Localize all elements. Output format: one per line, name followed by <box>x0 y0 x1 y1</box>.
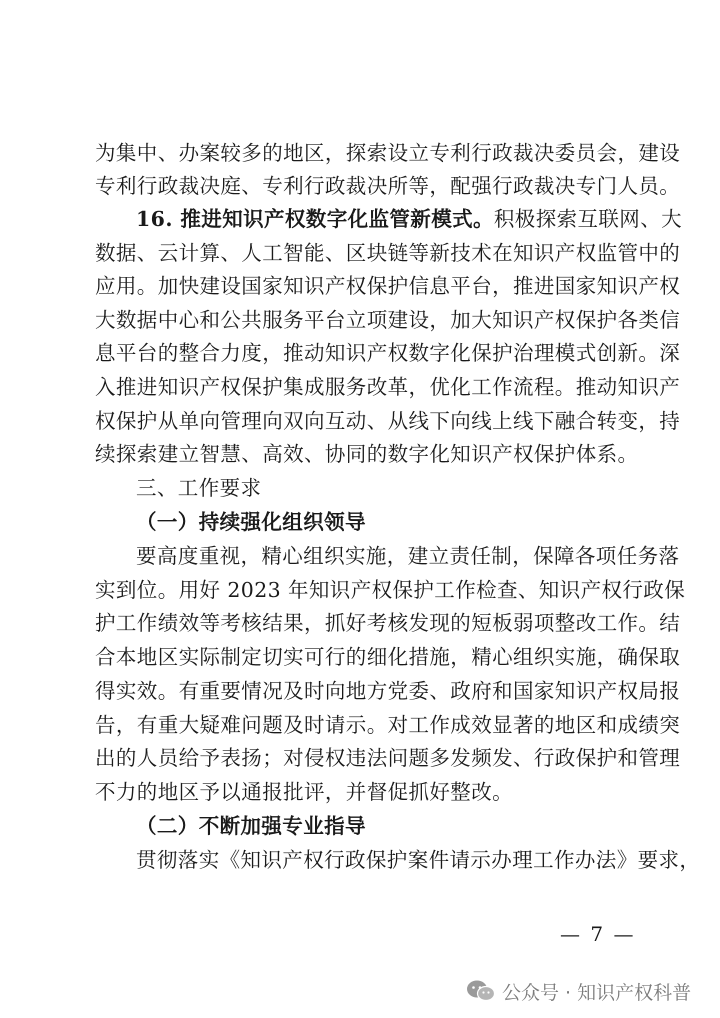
text-line-2 <box>95 172 680 200</box>
line-text: 得实效。有重要情况及时向地方党委、政府和国家知识产权局报 <box>95 679 681 703</box>
wechat-icon <box>466 979 496 1003</box>
line-text: 应用。加快建设国家知识产权保护信息平台，推进国家知识产权 <box>95 274 681 298</box>
line-text: 贯彻落实《知识产权行政保护案件请示办理工作办法》要求， <box>136 848 701 872</box>
text-line-10 <box>95 440 638 468</box>
text-line-17 <box>95 677 680 705</box>
text-line-14 <box>95 576 685 604</box>
heading-text: （一）持续强化组织领导 <box>136 510 366 534</box>
line-text: 数据、云计算、人工智能、区块链等新技术在知识产权监管中的 <box>95 241 681 265</box>
line-text: 积极探索互联网、大 <box>493 207 683 231</box>
line-text: 为集中、办案较多的地区，探索设立专利行政裁决委员会，建设 <box>95 141 681 165</box>
text-line-15 <box>95 609 680 637</box>
section-heading-16: 16. 推进知识产权数字化监管新模式。 <box>136 207 494 231</box>
line-text: 出的人员给予表扬；对侵权违法问题多发频发、行政保护和管理 <box>95 746 681 770</box>
line-text: 要高度重视，精心组织实施，建立责任制，保障各项任务落 <box>136 544 680 568</box>
line-text: 息平台的整合力度，推动知识产权数字化保护治理模式创新。深 <box>95 341 681 365</box>
text-line-8 <box>95 373 680 401</box>
line-text: 实到位。用好 2023 年知识产权保护工作检查、知识产权行政保 <box>95 578 686 602</box>
watermark <box>466 976 691 1006</box>
text-line-3 <box>136 205 682 233</box>
line-text: 不力的地区予以通报批评，并督促抓好整改。 <box>95 780 513 804</box>
line-text: 大数据中心和公共服务平台立项建设，加大知识产权保护各类信 <box>95 308 681 332</box>
line-text: 权保护从单向管理向双向互动、从线下向线上线下融合转变，持 <box>95 409 681 433</box>
subsection-heading-one <box>136 508 366 536</box>
section-heading-three <box>136 474 261 502</box>
watermark-text: 公众号 · 知识产权科普 <box>502 981 692 1004</box>
line-text: 续探索建立智慧、高效、协同的数字化知识产权保护体系。 <box>95 442 639 466</box>
line-text: 告，有重大疑难问题及时请示。对工作成效显著的地区和成绩突 <box>95 713 681 737</box>
text-line-13 <box>136 542 679 570</box>
text-line-7 <box>95 339 680 367</box>
heading-text: （二）不断加强专业指导 <box>136 814 366 838</box>
line-text: 专利行政裁决庭、专利行政裁决所等，配强行政裁决专门人员。 <box>95 174 681 198</box>
page-number: — 7 — <box>560 922 636 946</box>
heading-text: 三、工作要求 <box>136 476 262 500</box>
text-line-5 <box>95 272 680 300</box>
text-line-16 <box>95 643 680 671</box>
line-text: 入推进知识产权保护集成服务改革，优化工作流程。推动知识产 <box>95 375 681 399</box>
subsection-heading-two <box>136 812 366 840</box>
text-line-6 <box>95 306 680 334</box>
text-line-18 <box>95 711 680 739</box>
line-text: 护工作绩效等考核结果，抓好考核发现的短板弱项整改工作。结 <box>95 611 681 635</box>
text-line-22 <box>136 846 700 874</box>
text-line-1 <box>95 139 680 167</box>
text-line-4 <box>95 239 680 267</box>
text-line-9 <box>95 407 680 435</box>
text-line-19 <box>95 744 680 772</box>
text-line-20 <box>95 778 513 806</box>
line-text: 合本地区实际制定切实可行的细化措施，精心组织实施，确保取 <box>95 645 681 669</box>
